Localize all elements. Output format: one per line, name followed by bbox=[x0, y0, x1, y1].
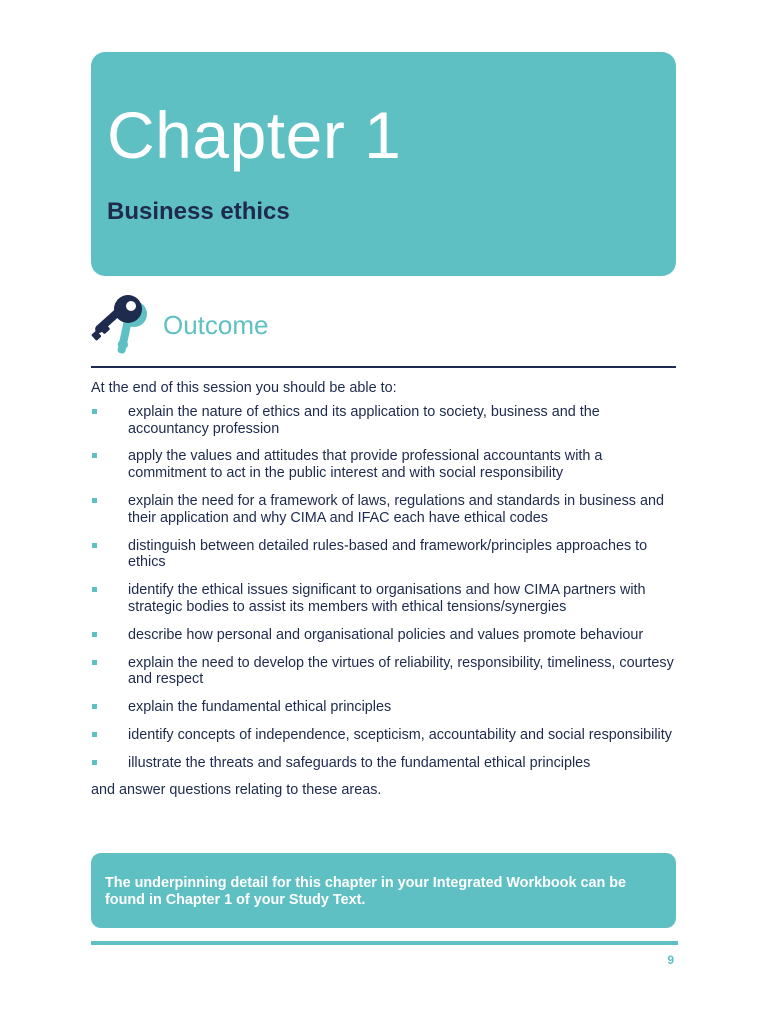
bullet-square-icon bbox=[92, 409, 97, 414]
study-text-note bbox=[91, 853, 676, 928]
footer-divider bbox=[91, 941, 678, 945]
outcome-heading: Outcome bbox=[163, 310, 269, 340]
list-item bbox=[91, 582, 676, 616]
list-item-text: illustrate the threats and safeguards to the fundamental ethical principles bbox=[128, 754, 591, 771]
outcome-divider bbox=[91, 366, 676, 368]
chapter-banner bbox=[91, 52, 676, 276]
list-item bbox=[91, 404, 676, 438]
list-item-text: describe how personal and organisational policies and values promote behaviour bbox=[128, 626, 644, 643]
list-item bbox=[91, 699, 676, 716]
outcome-closing: and answer questions relating to these areas. bbox=[91, 781, 382, 798]
bullet-square-icon bbox=[92, 732, 97, 737]
list-item bbox=[91, 655, 676, 689]
bullet-square-icon bbox=[92, 543, 97, 548]
list-item-text: explain the fundamental ethical principles bbox=[128, 699, 392, 716]
list-item-text: identify the ethical issues significant to organisations and how CIMA partners with strategic bodies to assist its members with ethical tensions/synergies bbox=[128, 582, 646, 615]
bullet-square-icon bbox=[92, 632, 97, 637]
list-item-text: distinguish between detailed rules-based and framework/principles approaches to ethics bbox=[128, 537, 648, 571]
note-text: The underpinning detail for this chapter in your Integrated Workbook can be found in Chapter 1 of your Study Text. bbox=[105, 875, 627, 908]
outcome-intro: At the end of this session you should be able to: bbox=[91, 380, 397, 396]
bullet-square-icon bbox=[92, 704, 97, 709]
list-item bbox=[91, 493, 676, 527]
list-item bbox=[91, 727, 676, 744]
list-item-text: explain the need for a framework of laws, regulations and standards in business and their application and why CIMA and IFAC each have ethical codes bbox=[128, 492, 664, 526]
list-item bbox=[91, 755, 676, 772]
list-item bbox=[91, 627, 676, 644]
chapter-subtitle: Business ethics bbox=[107, 198, 290, 225]
bullet-square-icon bbox=[92, 453, 97, 458]
outcome-content bbox=[91, 380, 676, 799]
key-icon bbox=[90, 294, 152, 360]
list-item bbox=[91, 448, 676, 482]
list-item-text: identify concepts of independence, scepticism, accountability and social responsibility bbox=[128, 726, 672, 743]
bullet-square-icon bbox=[92, 587, 97, 592]
page-number: 9 bbox=[667, 953, 674, 967]
bullet-square-icon bbox=[92, 498, 97, 503]
list-item-text: explain the nature of ethics and its application to society, business and the accountancy profession bbox=[128, 403, 600, 437]
outcome-list bbox=[91, 404, 676, 772]
bullet-square-icon bbox=[92, 660, 97, 665]
chapter-title: Chapter 1 bbox=[107, 98, 402, 172]
list-item bbox=[91, 538, 676, 572]
bullet-square-icon bbox=[92, 760, 97, 765]
list-item-text: apply the values and attitudes that provide professional accountants with a commitment to act in the public interest and with social responsibility bbox=[128, 448, 603, 482]
list-item-text: explain the need to develop the virtues of reliability, responsibility, timeliness, courtesy and respect bbox=[128, 654, 674, 688]
